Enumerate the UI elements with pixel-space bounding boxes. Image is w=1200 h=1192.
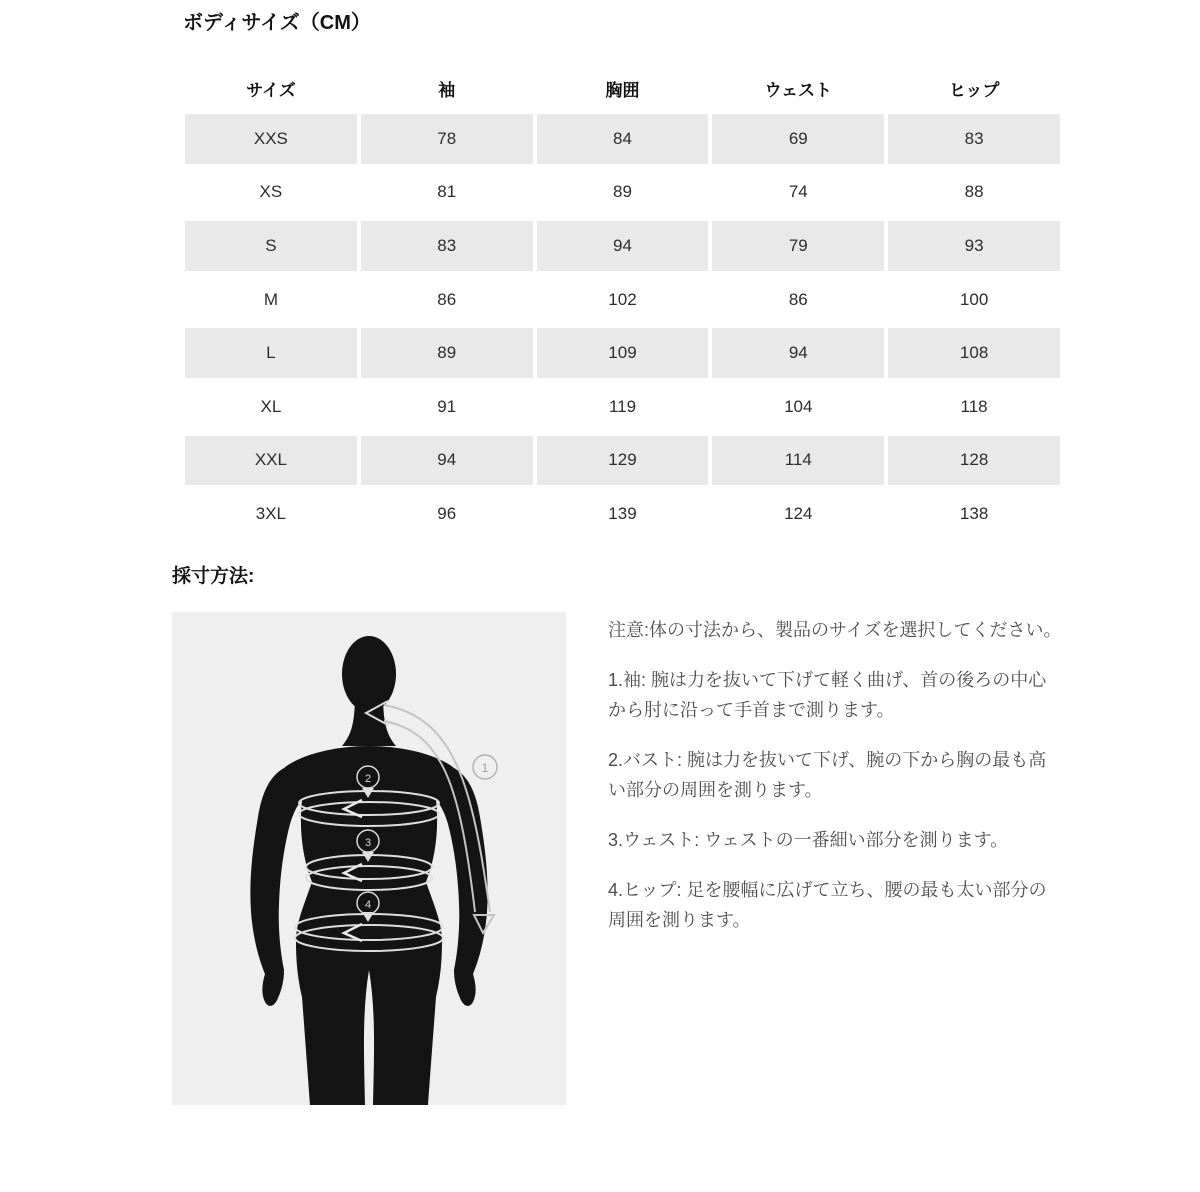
table-cell: XXL: [185, 434, 357, 488]
table-row-3XL: [185, 487, 1060, 541]
table-cell: XS: [259, 182, 283, 202]
measurement-step-2: 2.バスト: 腕は力を抜いて下げ、腕の下から胸の最も高い部分の周囲を測ります。: [608, 750, 1047, 800]
table-row-XL: [185, 380, 1060, 434]
marker-1-label: 1: [481, 761, 489, 775]
table-cell: 3XL: [255, 503, 287, 523]
table-cell: 83: [361, 219, 533, 273]
measurement-section-heading: 採寸方法:: [172, 566, 255, 587]
marker-2-label: 2: [364, 773, 372, 785]
size-table: [185, 64, 1060, 541]
table-cell: 86: [788, 289, 808, 309]
page-title: ボディサイズ（CM）: [183, 12, 371, 34]
marker-3-label: 3: [364, 837, 372, 849]
column-header: ヒップ: [948, 80, 1000, 100]
table-cell: 102: [608, 289, 637, 309]
table-cell: 86: [437, 289, 457, 309]
table-cell: 138: [959, 503, 989, 523]
table-cell: 81: [437, 182, 457, 202]
table-row-XS: [185, 166, 1060, 220]
table-cell: 129: [537, 434, 709, 488]
table-cell: 139: [608, 503, 637, 523]
marker-4-label: 4: [364, 899, 372, 911]
table-cell: 94: [361, 434, 533, 488]
measurement-instructions: [608, 612, 1064, 955]
table-cell: 74: [788, 182, 808, 202]
table-cell: 89: [361, 326, 533, 380]
table-cell: 88: [964, 182, 984, 202]
figure-panel: [172, 612, 566, 1105]
marker-1: [473, 755, 497, 779]
column-header: ウェスト: [764, 80, 832, 100]
table-cell: 84: [537, 112, 709, 166]
table-cell: 83: [888, 112, 1060, 166]
table-row-M: [185, 273, 1060, 327]
body-silhouette-figure: [172, 612, 566, 1105]
table-cell: 93: [888, 219, 1060, 273]
measurement-step-4: 4.ヒップ: 足を腰幅に広げて立ち、腰の最も太い部分の周囲を測ります。: [608, 880, 1047, 930]
table-cell: 104: [784, 396, 813, 416]
size-table-body: [185, 112, 1060, 541]
column-header: サイズ: [246, 80, 296, 100]
table-cell: 79: [712, 219, 884, 273]
table-cell: 89: [613, 182, 632, 202]
table-cell: S: [185, 219, 357, 273]
table-cell: XL: [260, 396, 282, 416]
table-cell: 91: [437, 396, 457, 416]
table-cell: 96: [437, 503, 457, 523]
table-cell: 69: [712, 112, 884, 166]
table-cell: 78: [361, 112, 533, 166]
table-row-L: [185, 326, 1060, 380]
table-cell: XXS: [185, 112, 357, 166]
table-cell: L: [185, 326, 357, 380]
table-row-XXS: [185, 112, 1060, 166]
table-cell: 128: [888, 434, 1060, 488]
table-cell: 119: [608, 396, 637, 416]
size-table-header: [185, 64, 1060, 112]
table-cell: 100: [959, 289, 989, 309]
body-silhouette: [250, 636, 487, 1105]
table-cell: 109: [537, 326, 709, 380]
measurement-step-3: 3.ウェスト: ウェストの一番細い部分を測ります。: [608, 830, 1009, 850]
table-cell: 108: [888, 326, 1060, 380]
measurement-steps: [608, 665, 1064, 935]
table-row-XXL: [185, 434, 1060, 488]
table-cell: 118: [960, 396, 988, 416]
table-cell: 124: [784, 503, 813, 523]
table-cell: 114: [712, 434, 884, 488]
table-cell: 94: [712, 326, 884, 380]
column-header: 袖: [438, 80, 456, 100]
measurement-step-1: 1.袖: 腕は力を抜いて下げて軽く曲げ、首の後ろの中心から肘に沿って手首まで測ります。: [608, 670, 1047, 720]
table-cell: M: [263, 289, 278, 309]
table-cell: 94: [537, 219, 709, 273]
note-paragraph: 注意:体の寸法から、製品のサイズを選択してください。: [608, 620, 1062, 640]
column-header: 胸囲: [605, 80, 640, 100]
table-row-S: [185, 219, 1060, 273]
